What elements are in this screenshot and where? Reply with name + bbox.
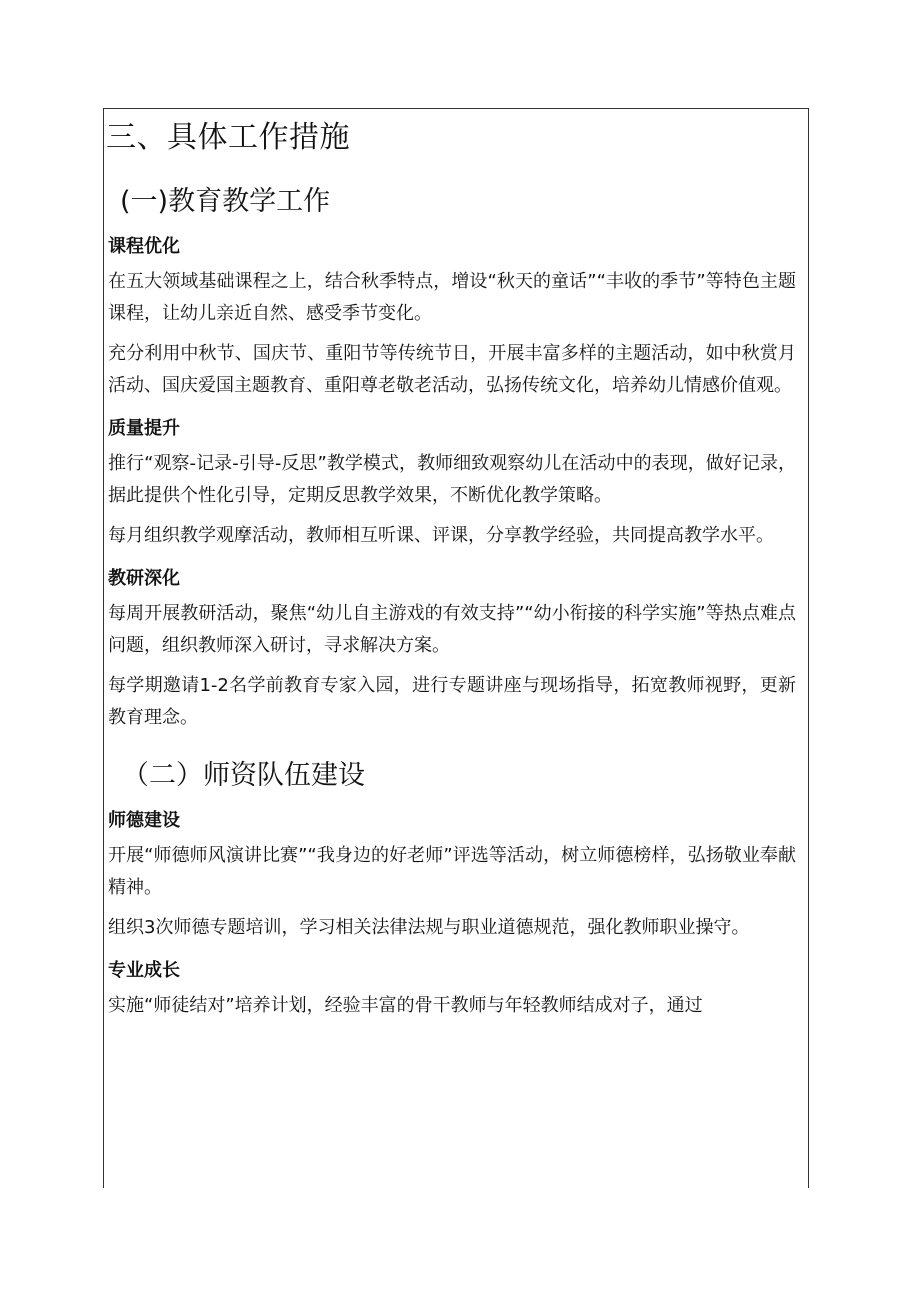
paragraph: 实施“师徒结对”培养计划，经验丰富的骨干教师与年轻教师结成对子，通过: [108, 995, 703, 1016]
paragraph: 在五大领域基础课程之上，结合秋季特点，增设“秋天的童话”“丰收的季节”等特色主题课程，让幼儿亲近自然、感受季节变化。: [108, 271, 797, 324]
subsection-heading-staff: （二）师资队伍建设: [122, 760, 365, 791]
paragraph: 每周开展教研活动，聚焦“幼儿自主游戏的有效支持”“幼小衔接的科学实施”等热点难点问题，组织教师深入研讨，寻求解决方案。: [108, 603, 796, 656]
topic-heading-growth: 专业成长: [108, 960, 180, 981]
subsection-heading-education: (一)教育教学工作: [120, 186, 331, 217]
section-title: 三、具体工作措施: [106, 120, 350, 155]
paragraph: 推行“观察-记录-引导-反思”教学模式，教师细致观察幼儿在活动中的表现，做好记录，据此提供个性化引导，定期反思教学效果，不断优化教学策略。: [108, 453, 796, 506]
paragraph: 充分利用中秋节、国庆节、重阳节等传统节日，开展丰富多样的主题活动，如中秋赏月活动、国庆爱国主题教育、重阳尊老敬老活动，弘扬传统文化，培养幼儿情感价值观。: [108, 343, 796, 396]
document-body: [106, 108, 796, 1022]
topic-heading-ethics: 师德建设: [108, 810, 180, 831]
topic-heading-quality: 质量提升: [108, 418, 180, 439]
paragraph: 每月组织教学观摩活动，教师相互听课、评课，分享教学经验，共同提高教学水平。: [108, 525, 774, 546]
paragraph: 组织3次师德专题培训，学习相关法律法规与职业道德规范，强化教师职业操守。: [108, 917, 750, 938]
topic-heading-research: 教研深化: [108, 568, 180, 589]
paragraph: 每学期邀请1-2名学前教育专家入园，进行专题讲座与现场指导，拓宽教师视野，更新教育理念。: [108, 675, 796, 728]
topic-heading-curriculum: 课程优化: [108, 236, 180, 257]
paragraph: 开展“师德师风演讲比赛”“我身边的好老师”评选等活动，树立师德榜样，弘扬敬业奉献精神。: [108, 845, 796, 898]
